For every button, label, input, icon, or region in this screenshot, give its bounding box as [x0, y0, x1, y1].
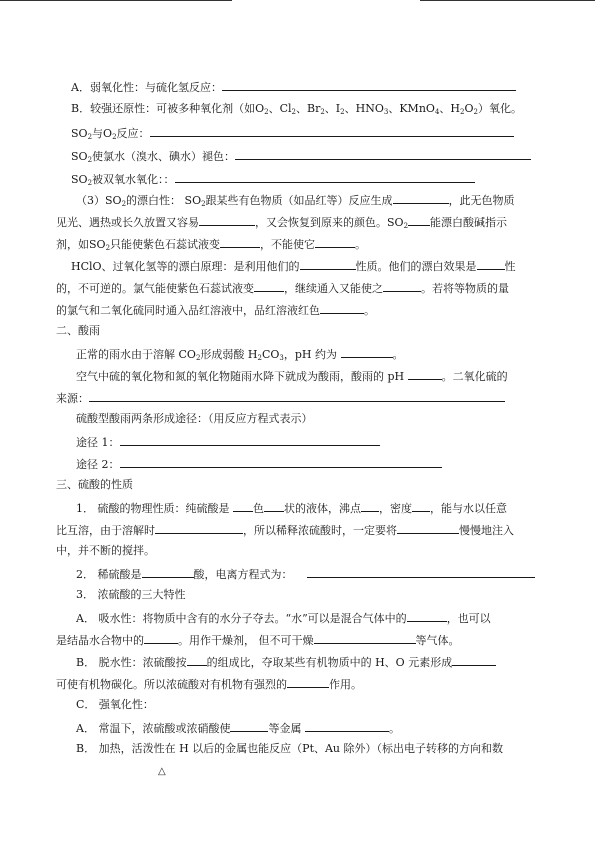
- line-strong-oxidizing: C． 强氧化性：: [76, 698, 154, 711]
- line-path-1: 途径 1：: [76, 434, 380, 450]
- blank: [233, 500, 253, 512]
- text: A．弱氧化性：与硫化氢反应：: [71, 81, 222, 94]
- blank: [155, 522, 243, 534]
- line-paths-intro: 硫酸型酸雨两条形成途径：（用反应方程式表示）: [76, 412, 313, 425]
- heat-triangle-icon: △: [158, 766, 166, 777]
- blank: [452, 654, 496, 666]
- line-so2-chlorine-water: $SO_2$使氯水（溴水、碘水）褪色：: [71, 148, 531, 164]
- section-acid-rain-heading: 二、酸雨: [56, 324, 100, 337]
- line-rain-1: 正常的雨水由于溶解 $CO_2$形成弱酸 $H_2CO_3$，pH 约为 。: [76, 348, 404, 362]
- blank: [393, 192, 449, 204]
- blank: [220, 236, 260, 248]
- line-rain-3: 来源：: [56, 390, 505, 406]
- line-hclo-3: 的氯气和二氧化硫同时通入品红溶液中，品红溶液红色 。: [56, 304, 375, 317]
- line-dehydration-2: 可使有机物碳化。所以浓硫酸对有机物有强烈的 作用。: [56, 678, 362, 691]
- blank: [305, 720, 389, 732]
- line-bleaching-2: 见光、遇热或长久放置又容易 ，又会恢复到原来的颜色。$SO_2$ 能漂白酸碱指示: [56, 216, 508, 230]
- line-rain-2: 空气中硫的氧化物和氮的氧化物随雨水降下就成为酸雨，酸雨的 pH 。二氧化硫的: [76, 370, 508, 383]
- line-dehydration-1: B． 脱水性：浓硫酸按 的组成比，夺取某些有机物质中的 H、O 元素形成: [76, 654, 496, 670]
- text: B．较强还原性：可被多种氧化剂（如O: [71, 102, 265, 115]
- blank: [361, 500, 379, 512]
- blank: [412, 500, 430, 512]
- blank: [222, 79, 516, 91]
- line-physical-2: 比互溶，由于溶解时 ，所以稀释浓硫酸时，一定要将 慢慢地注入: [56, 524, 514, 537]
- line-bleaching-3: 剂，如$SO_2$只能使紫色石蕊试液变 ，不能使它 。: [56, 238, 367, 252]
- section-sulfuric-acid-heading: 三、硫酸的性质: [56, 478, 133, 491]
- line-hygroscopic-2: 是结晶水合物中的 。用作干燥剂， 但不可干燥 等气体。: [56, 634, 460, 647]
- blank: [175, 171, 475, 183]
- blank: [383, 280, 421, 292]
- line-strong-reducing: B．较强还原性：可被多种氧化剂（如$O_2$、$Cl_2$、$Br_2$、$I_2$、$HNO_3$、KMnO$_4$、$H_2O_2$）氧化。: [71, 102, 522, 116]
- blank: [408, 368, 442, 380]
- blank: [142, 566, 194, 578]
- line-hygroscopic-1: A． 吸水性：将物质中含有的水分子夺去。“水”可以是混合气体中的 ，也可以: [76, 612, 491, 625]
- line-weak-oxidizing: [71, 79, 516, 95]
- line-bleaching-1: $(3)SO_2$的漂白性： $SO_2$跟某些有色物质（如品红等）反应生成 ，此无色物质: [76, 194, 515, 208]
- line-passivation: A． 常温下，浓硫酸或浓硝酸使 等金属 。: [76, 722, 400, 735]
- blank: [230, 720, 268, 732]
- blank: [235, 148, 531, 160]
- blank: [314, 632, 416, 644]
- blank: [264, 500, 284, 512]
- blank: [287, 676, 329, 688]
- line-hclo-2: 的，不可逆的。氯气能使紫色石蕊试液变 ，继续通入又能使之 。若将等物质的量: [56, 282, 509, 295]
- blank: [408, 214, 430, 226]
- line-path-2: 途径 2：: [76, 456, 442, 472]
- header-rule-right: [420, 0, 595, 1]
- blank: [407, 610, 447, 622]
- blank: [477, 258, 505, 270]
- blank: [120, 456, 442, 468]
- blank: [187, 654, 207, 666]
- blank: [199, 214, 255, 226]
- blank: [300, 258, 356, 270]
- blank: [315, 236, 355, 248]
- line-dilute: 2． 稀硫酸是 酸，电离方程式为：: [76, 566, 535, 582]
- line-so2-h2o2: $SO_2$被双氧水氧化：：: [71, 171, 475, 187]
- blank: [254, 280, 284, 292]
- blank: [397, 522, 459, 534]
- blank: [89, 390, 505, 402]
- blank: [320, 302, 364, 314]
- header-rule-left: [0, 0, 232, 1]
- line-three-properties: 3． 浓硫酸的三大特性: [76, 588, 186, 601]
- line-heating: B． 加热，活泼性在 H 以后的金属也能反应（Pt、Au 除外）（标出电子转移的方向和数: [76, 742, 504, 755]
- blank: [120, 434, 380, 446]
- line-hclo-1: HClO、过氧化氢等的漂白原理：是利用他们的 性质。他们的漂白效果是 性: [71, 260, 516, 273]
- line-so2-o2: $SO_2$与$O_2$反应：: [71, 125, 514, 141]
- blank: [341, 346, 393, 358]
- line-physical-1: 1． 硫酸的物理性质：纯硫酸是 色 状的液体，沸点 ，密度 ，能与水以任意: [76, 502, 507, 515]
- blank: [307, 566, 535, 578]
- line-physical-3: 中，并不断的搅拌。: [56, 544, 155, 557]
- blank: [150, 125, 514, 137]
- blank: [144, 632, 178, 644]
